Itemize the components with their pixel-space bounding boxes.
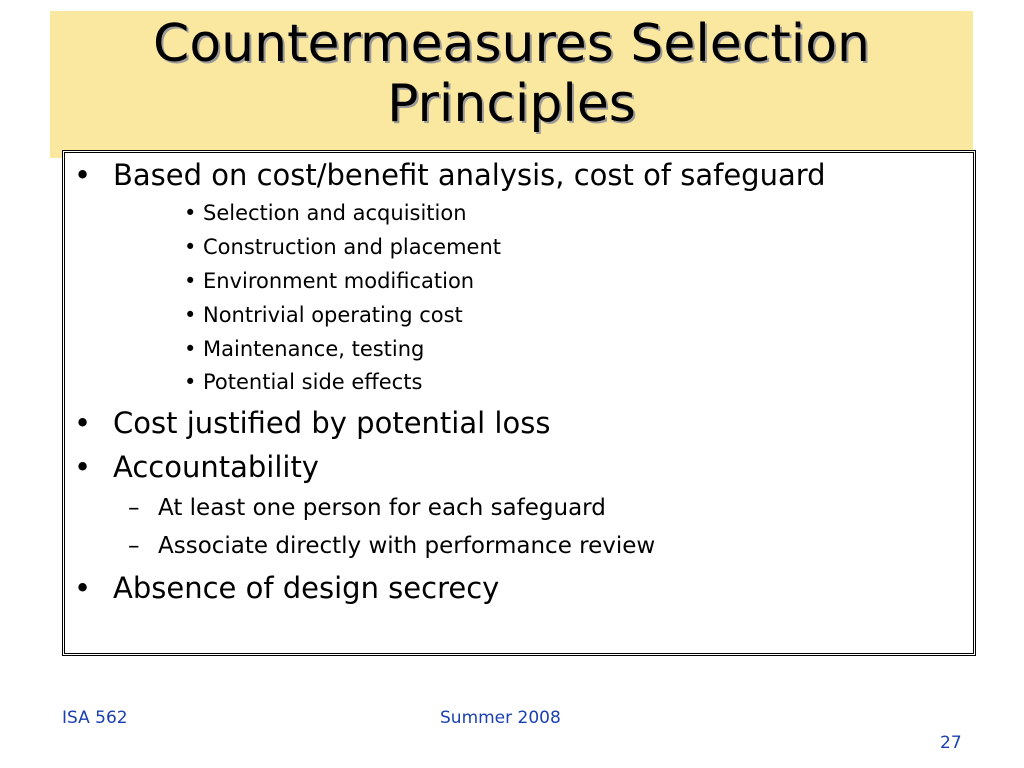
bullet-text: Accountability — [113, 450, 319, 484]
sub-bullet-text: Nontrivial operating cost — [203, 303, 463, 327]
slide-title-line-1: Countermeasures Selection — [153, 14, 870, 74]
dash-item — [128, 494, 606, 522]
sub-bullet-item — [184, 302, 463, 328]
slide-title — [50, 14, 973, 134]
footer-term: Summer 2008 — [440, 708, 561, 728]
bullet-text: Absence of design secrecy — [113, 571, 500, 605]
sub-bullet-text: Environment modification — [203, 269, 475, 293]
bullet-text: Based on cost/benefit analysis, cost of safeguard — [113, 158, 826, 192]
bullet-item — [74, 571, 499, 605]
dash-icon: – — [128, 495, 140, 521]
bullet-icon: • — [74, 450, 92, 484]
dash-item — [128, 532, 655, 560]
bullet-item — [74, 406, 550, 440]
bullet-item — [74, 450, 319, 484]
sub-bullet-item — [184, 234, 501, 260]
bullet-item — [74, 158, 826, 192]
bullet-icon: • — [74, 571, 92, 605]
dash-text: Associate directly with performance review — [158, 533, 656, 559]
sub-bullet-item — [184, 336, 424, 362]
bullet-text: Cost justified by potential loss — [113, 406, 551, 440]
sub-bullet-text: Construction and placement — [203, 235, 501, 259]
sub-bullet-icon: • — [184, 235, 197, 259]
sub-bullet-icon: • — [184, 269, 197, 293]
sub-bullet-text: Maintenance, testing — [203, 337, 425, 361]
footer-course: ISA 562 — [62, 708, 128, 728]
bullet-icon: • — [74, 406, 92, 440]
dash-text: At least one person for each safeguard — [158, 495, 606, 521]
sub-bullet-item — [184, 369, 422, 395]
bullet-icon: • — [74, 158, 92, 192]
slide-title-line-2: Principles — [387, 74, 636, 134]
sub-bullet-text: Potential side effects — [203, 370, 423, 394]
sub-bullet-item — [184, 200, 467, 226]
sub-bullet-item — [184, 268, 474, 294]
sub-bullet-icon: • — [184, 337, 197, 361]
dash-icon: – — [128, 533, 140, 559]
sub-bullet-icon: • — [184, 201, 197, 225]
slide-number: 27 — [940, 733, 962, 753]
sub-bullet-icon: • — [184, 370, 197, 394]
sub-bullet-text: Selection and acquisition — [203, 201, 467, 225]
sub-bullet-icon: • — [184, 303, 197, 327]
